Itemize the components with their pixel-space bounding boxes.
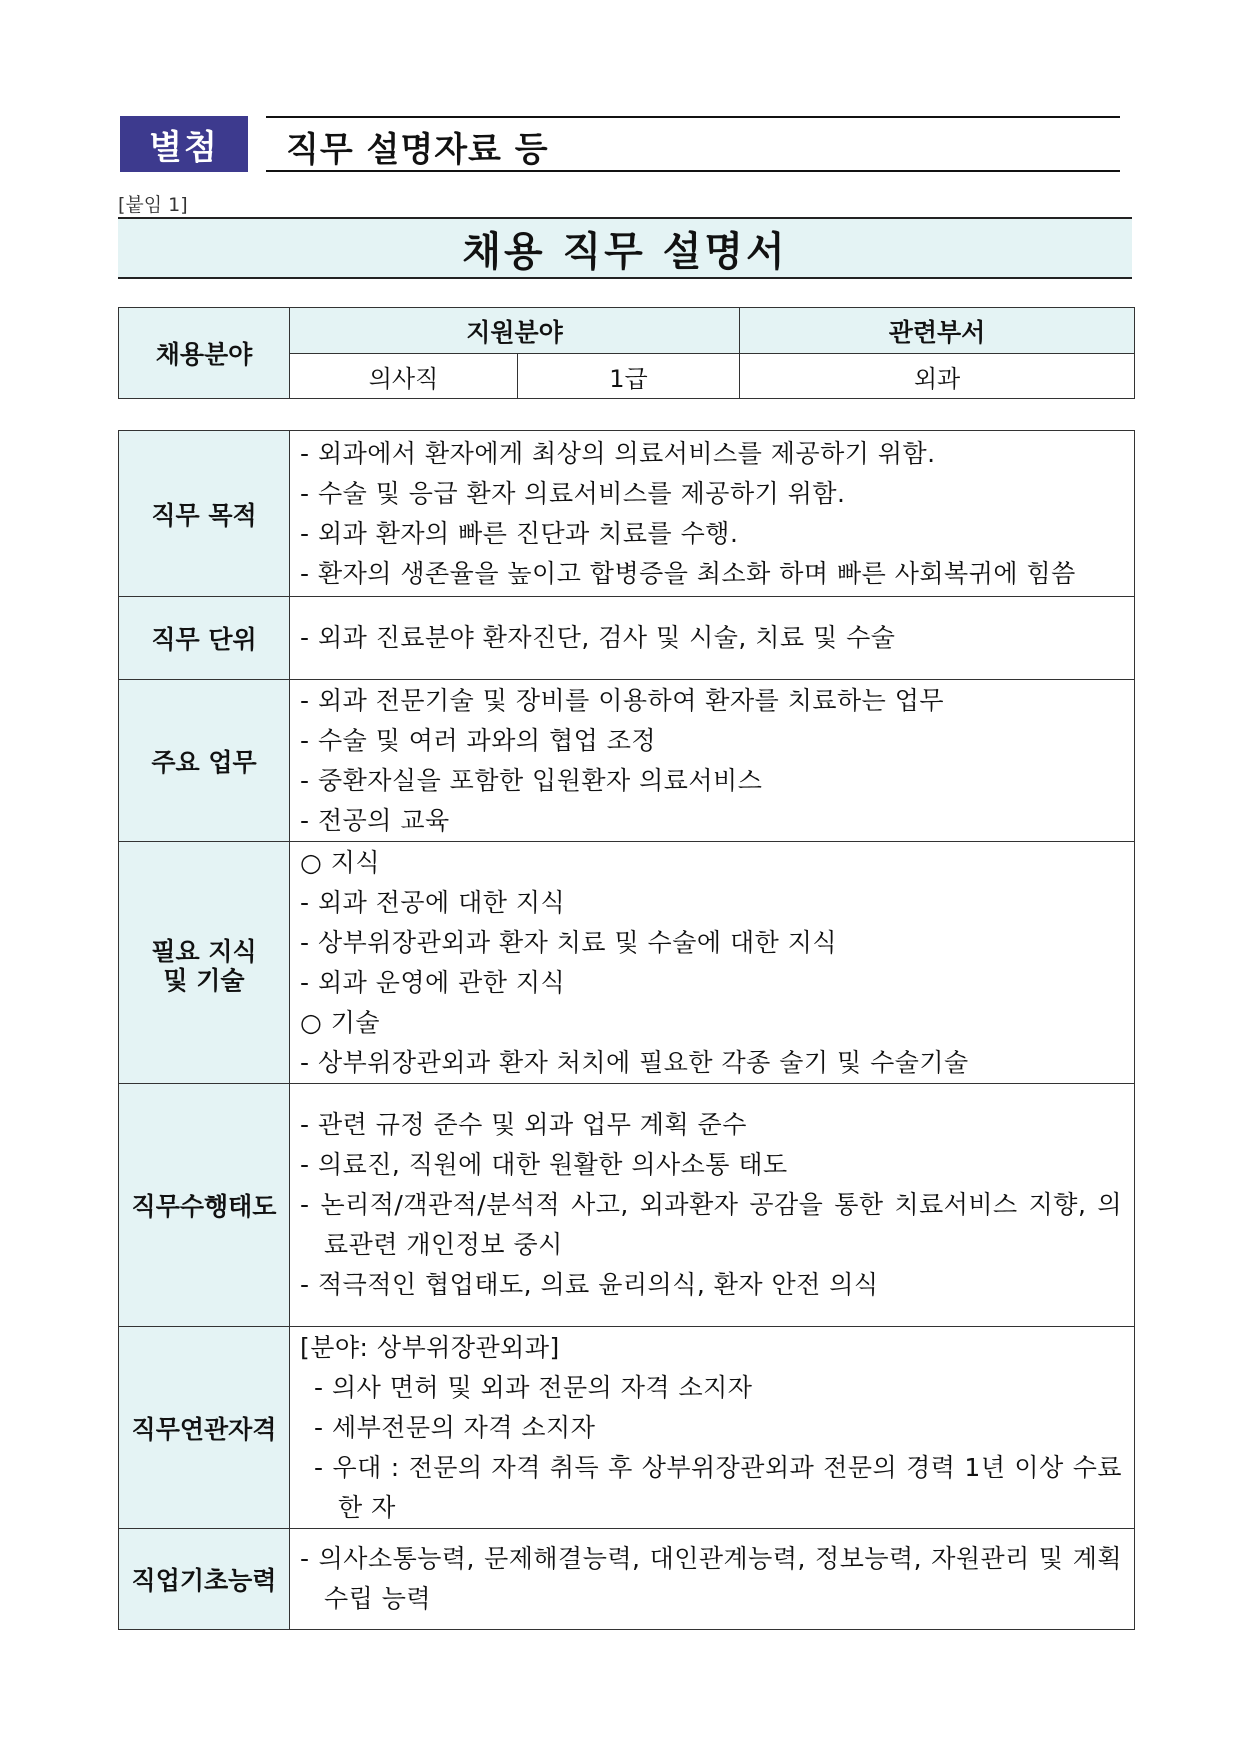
dept-header: 관련부서 bbox=[740, 308, 1135, 354]
qualifications-row bbox=[119, 1327, 1135, 1529]
header-rule-bottom bbox=[266, 170, 1120, 172]
unit-content bbox=[290, 597, 1135, 680]
purpose-label: 직무 목적 bbox=[119, 431, 290, 597]
skills-line: ○ 기술 bbox=[300, 1007, 381, 1037]
qualifications-line: - 우대 : 전문의 자격 취득 후 상부위장관외과 전문의 경력 1년 이상 수료한 자 bbox=[314, 1452, 1122, 1522]
recruit-label: 채용분야 bbox=[119, 308, 290, 399]
header-rule-top bbox=[266, 116, 1120, 118]
qualifications-field: [분야: 상부위장관외과] bbox=[300, 1332, 560, 1362]
qualifications-line: - 세부전문의 자격 소지자 bbox=[314, 1412, 596, 1442]
grade-cell: 1급 bbox=[518, 354, 740, 399]
purpose-line: - 수술 및 응급 환자 의료서비스를 제공하기 위함. bbox=[300, 478, 846, 508]
basic-content bbox=[290, 1529, 1135, 1630]
unit-row bbox=[119, 597, 1135, 680]
skills-line: - 상부위장관외과 환자 치료 및 수술에 대한 지식 bbox=[300, 927, 838, 957]
skills-content bbox=[290, 842, 1135, 1084]
duties-content bbox=[290, 680, 1135, 842]
field-header: 지원분야 bbox=[290, 308, 740, 354]
purpose-line: - 환자의 생존율을 높이고 합병증을 최소화 하며 빠른 사회복귀에 힘씀 bbox=[300, 558, 1076, 588]
attitude-row bbox=[119, 1084, 1135, 1327]
dept-cell: 외과 bbox=[740, 354, 1135, 399]
duties-line: - 수술 및 여러 과와의 협업 조정 bbox=[300, 725, 657, 755]
unit-line: - 외과 진료분야 환자진단, 검사 및 시술, 치료 및 수술 bbox=[300, 623, 896, 652]
duties-row bbox=[119, 680, 1135, 842]
duties-line: - 전공의 교육 bbox=[300, 805, 450, 835]
attitude-label: 직무수행태도 bbox=[119, 1084, 290, 1327]
annex-badge: 별첨 bbox=[120, 116, 248, 172]
skills-label-line2: 및 기술 bbox=[163, 965, 245, 995]
skills-line: ○ 지식 bbox=[300, 847, 381, 877]
recruit-table bbox=[118, 307, 1135, 399]
document-title: 채용 직무 설명서 bbox=[118, 217, 1132, 279]
attitude-line: - 논리적/객관적/분석적 사고, 외과환자 공감을 통한 치료서비스 지향, 의료관련 개인정보 중시 bbox=[300, 1190, 1122, 1259]
attachment-label: [붙임 1] bbox=[118, 194, 188, 216]
annex-title: 직무 설명자료 등 bbox=[286, 130, 549, 170]
job-cell: 의사직 bbox=[290, 354, 518, 399]
skills-line: - 외과 전공에 대한 지식 bbox=[300, 887, 566, 917]
attitude-line: - 적극적인 협업태도, 의료 윤리의식, 환자 안전 의식 bbox=[300, 1270, 879, 1299]
annex-header bbox=[120, 116, 1120, 172]
job-description-table bbox=[118, 430, 1135, 1630]
qualifications-line: - 의사 면허 및 외과 전문의 자격 소지자 bbox=[314, 1372, 753, 1402]
duties-line: - 외과 전문기술 및 장비를 이용하여 환자를 치료하는 업무 bbox=[300, 685, 945, 715]
basic-label: 직업기초능력 bbox=[119, 1529, 290, 1630]
attitude-line: - 의료진, 직원에 대한 원활한 의사소통 태도 bbox=[300, 1150, 788, 1179]
basic-row bbox=[119, 1529, 1135, 1630]
purpose-content bbox=[290, 431, 1135, 597]
skills-label bbox=[119, 842, 290, 1084]
unit-label: 직무 단위 bbox=[119, 597, 290, 680]
basic-line: - 의사소통능력, 문제해결능력, 대인관계능력, 정보능력, 자원관리 및 계획수립 능력 bbox=[300, 1544, 1122, 1613]
attitude-content bbox=[290, 1084, 1135, 1327]
skills-row bbox=[119, 842, 1135, 1084]
duties-line: - 중환자실을 포함한 입원환자 의료서비스 bbox=[300, 765, 763, 795]
skills-label-line1: 필요 지식 bbox=[151, 936, 257, 966]
purpose-row bbox=[119, 431, 1135, 597]
qualifications-content bbox=[290, 1327, 1135, 1529]
purpose-line: - 외과 환자의 빠른 진단과 치료를 수행. bbox=[300, 518, 739, 548]
attitude-line: - 관련 규정 준수 및 외과 업무 계획 준수 bbox=[300, 1110, 747, 1139]
duties-label: 주요 업무 bbox=[119, 680, 290, 842]
purpose-line: - 외과에서 환자에게 최상의 의료서비스를 제공하기 위함. bbox=[300, 438, 936, 468]
qualifications-label: 직무연관자격 bbox=[119, 1327, 290, 1529]
skills-line: - 상부위장관외과 환자 처치에 필요한 각종 술기 및 수술기술 bbox=[300, 1047, 969, 1077]
skills-line: - 외과 운영에 관한 지식 bbox=[300, 967, 566, 997]
